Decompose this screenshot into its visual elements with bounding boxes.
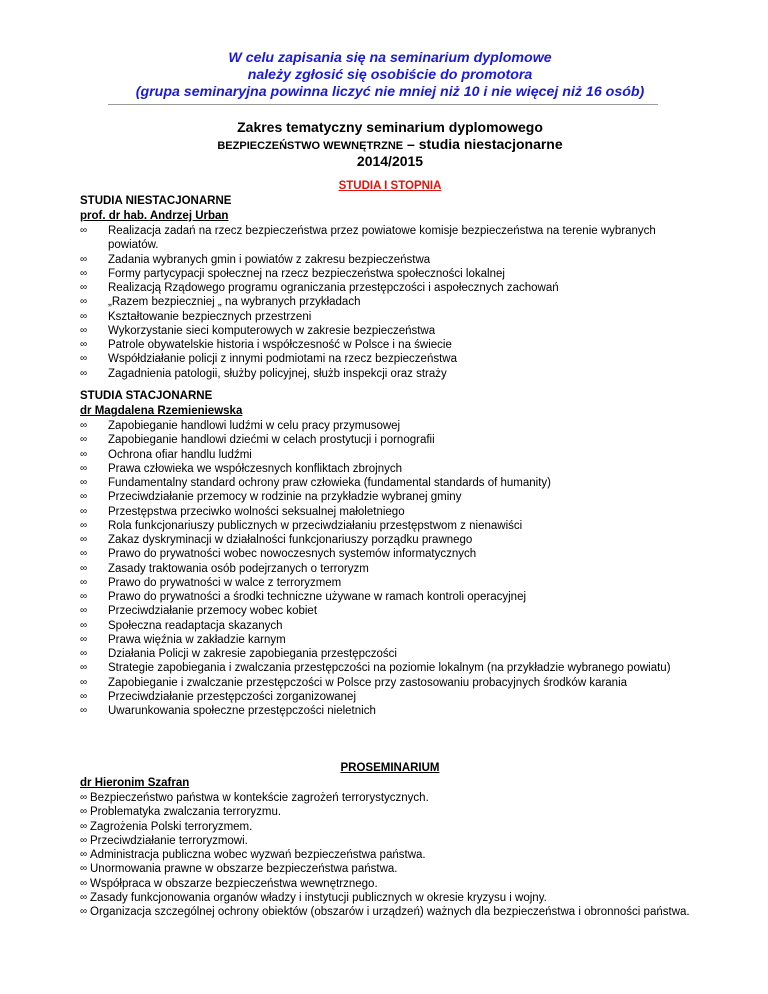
list-item: [80, 253, 680, 267]
list-item-text: Ochrona ofiar handlu ludźmi: [108, 448, 252, 461]
list-item: [80, 862, 714, 876]
infinity-bullet-icon: ∞: [80, 324, 88, 336]
list-item-text: Przeciwdziałanie terroryzmowi.: [90, 834, 248, 847]
list-item: [80, 848, 714, 862]
list-item: [80, 590, 680, 604]
list-item-text: Współdziałanie policji z innymi podmiotami na rzecz bezpieczeństwa: [108, 353, 457, 366]
infinity-bullet-icon: ∞: [80, 834, 88, 846]
list-item: [80, 647, 680, 661]
list-item: [80, 224, 680, 253]
list-item: [80, 533, 680, 547]
list-item: [80, 367, 680, 381]
supervisor-name: prof. dr hab. Andrzej Urban: [80, 210, 229, 222]
document-subtitle: [80, 136, 700, 154]
list-item: [80, 604, 680, 618]
list-item-text: Prawa człowieka we współczesnych konfliktach zbrojnych: [108, 462, 403, 475]
infinity-bullet-icon: ∞: [80, 534, 88, 545]
infinity-bullet-icon: ∞: [80, 519, 88, 531]
list-item-text: Prawo do prywatności wobec nowoczesnych systemów informatycznych: [108, 548, 477, 561]
infinity-bullet-icon: ∞: [80, 906, 88, 917]
list-item: [80, 310, 680, 324]
list-item-text: Uwarunkowania społeczne przestępczości nieletnich: [108, 705, 376, 717]
infinity-bullet-icon: ∞: [80, 267, 88, 279]
list-item-text: Problematyka zwalczania terroryzmu.: [90, 806, 282, 819]
list-item-text: Realizacją Rządowego programu ograniczania przestępczości i aspołecznych zachowań: [108, 282, 559, 294]
infinity-bullet-icon: ∞: [80, 505, 88, 517]
infinity-bullet-icon: ∞: [80, 310, 88, 322]
infinity-bullet-icon: ∞: [80, 282, 88, 293]
list-item-text: Przeciwdziałanie przemocy w rodzinie na przykładzie wybranej gminy: [108, 491, 462, 504]
supervisor-name: dr Magdalena Rzemieniewska: [80, 405, 243, 417]
infinity-bullet-icon: ∞: [80, 806, 88, 818]
list-item: [80, 267, 680, 281]
list-item: [80, 476, 680, 490]
supervisor-name: dr Hieronim Szafran: [80, 777, 190, 789]
list-item-text: Unormowania prawne w obszarze bezpieczeństwa państwa.: [90, 863, 398, 876]
notice-line-1: W celu zapisania się na seminarium dyplomowe: [228, 50, 552, 66]
list-item: [80, 419, 680, 433]
list-item-text: Przeciwdziałanie przemocy wobec kobiet: [108, 605, 318, 618]
infinity-bullet-icon: ∞: [80, 576, 88, 588]
list-item: [80, 490, 680, 504]
infinity-bullet-icon: ∞: [80, 648, 88, 659]
list-item: [80, 295, 680, 309]
infinity-bullet-icon: ∞: [80, 548, 88, 560]
infinity-bullet-icon: ∞: [80, 462, 88, 474]
topic-list-niestacjonarne: [80, 224, 680, 381]
list-item: [80, 338, 680, 352]
section-label-niestacjonarne: STUDIA NIESTACJONARNE: [80, 195, 232, 207]
proseminarium-heading: PROSEMINARIUM: [340, 762, 440, 774]
academic-year: 2014/2015: [356, 153, 424, 169]
list-item: [80, 820, 714, 834]
list-item: [80, 433, 680, 447]
list-item-text: Zadania wybranych gmin i powiatów z zakresu bezpieczeństwa: [108, 253, 431, 266]
list-item-text: Zakaz dyskryminacji w działalności funkcjonariuszy porządku prawnego: [108, 534, 473, 546]
list-item: [80, 891, 714, 905]
infinity-bullet-icon: ∞: [80, 605, 88, 617]
infinity-bullet-icon: ∞: [80, 591, 88, 602]
infinity-bullet-icon: ∞: [80, 863, 88, 875]
infinity-bullet-icon: ∞: [80, 296, 88, 308]
list-item-text: Zasady traktowania osób podejrzanych o terroryzm: [108, 562, 369, 575]
list-item: [80, 519, 680, 533]
infinity-bullet-icon: ∞: [80, 420, 88, 431]
list-item: [80, 562, 680, 576]
list-item: [80, 324, 680, 338]
infinity-bullet-icon: ∞: [80, 448, 88, 460]
infinity-bullet-icon: ∞: [80, 619, 88, 631]
infinity-bullet-icon: ∞: [80, 491, 88, 503]
list-item-text: Prawa więźnia w zakładzie karnym: [108, 633, 286, 646]
list-item: [80, 690, 680, 704]
degree-level-heading: STUDIA I STOPNIA: [338, 180, 442, 192]
list-item-text: Działania Policji w zakresie zapobiegania przestępczości: [108, 648, 397, 660]
list-item: [80, 633, 680, 647]
list-item: [80, 547, 680, 561]
list-item-text: Rola funkcjonariuszy publicznych w przeciwdziałaniu przestępstwom z nienawiści: [108, 519, 523, 532]
enrollment-notice: [80, 50, 700, 101]
list-item: [80, 352, 680, 366]
list-item-text: Administracja publiczna wobec wyzwań bezpieczeństwa państwa.: [90, 849, 426, 861]
list-item-text: „Razem bezpieczniej „ na wybranych przykładach: [108, 296, 361, 309]
list-item: [80, 805, 714, 819]
list-item: [80, 905, 714, 919]
infinity-bullet-icon: ∞: [80, 353, 88, 365]
list-item: [80, 791, 714, 805]
infinity-bullet-icon: ∞: [80, 792, 88, 803]
list-item: [80, 462, 680, 476]
infinity-bullet-icon: ∞: [80, 849, 88, 860]
notice-line-3: (grupa seminaryjna powinna liczyć nie mniej niż 10 i nie więcej niż 16 osób): [135, 84, 645, 100]
list-item-text: Zasady funkcjonowania organów władzy i instytucji publicznych w okresie kryzysu i wojny.: [90, 891, 547, 904]
list-item-text: Zapobieganie handlowi ludźmi w celu pracy przymusowej: [108, 420, 401, 432]
infinity-bullet-icon: ∞: [80, 434, 88, 446]
list-item-text: Zagrożenia Polski terroryzmem.: [90, 820, 253, 833]
list-item: [80, 676, 680, 690]
infinity-bullet-icon: ∞: [80, 690, 88, 702]
list-item: [80, 661, 680, 675]
list-item-text: Zapobieganie i zwalczanie przestępczości w Polsce przy zastosowaniu probacyjnych środków karania: [108, 676, 628, 689]
topic-list-stacjonarne: [80, 419, 680, 718]
infinity-bullet-icon: ∞: [80, 367, 88, 379]
infinity-bullet-icon: ∞: [80, 676, 88, 688]
list-item: [80, 834, 714, 848]
list-item-text: Prawo do prywatności w walce z terroryzmem: [108, 576, 342, 589]
subtitle-field: BEZPIECZEŃSTWO WEWNĘTRZNE: [217, 140, 404, 152]
list-item-text: Patrole obywatelskie historia i współczesność w Polsce i na świecie: [108, 339, 452, 351]
list-item-text: Zagadnienia patologii, służby policyjnej, służb inspekcji oraz straży: [108, 367, 447, 380]
infinity-bullet-icon: ∞: [80, 705, 88, 716]
list-item-text: Kształtowanie bezpiecznych przestrzeni: [108, 310, 312, 323]
list-item-text: Przestępstwa przeciwko wolności seksualnej małoletniego: [108, 505, 405, 518]
list-item-text: Zapobieganie handlowi dziećmi w celach prostytucji i pornografii: [108, 434, 435, 447]
list-item-text: Prawo do prywatności a środki techniczne używane w ramach kontroli operacyjnej: [108, 591, 527, 603]
list-item-text: Organizacja szczególnej ochrony obiektów (obszarów i urządzeń) ważnych dla bezpieczeństwa i obronności państwa.: [90, 906, 690, 918]
infinity-bullet-icon: ∞: [80, 339, 88, 350]
infinity-bullet-icon: ∞: [80, 477, 88, 488]
infinity-bullet-icon: ∞: [80, 253, 88, 265]
list-item-text: Strategie zapobiegania i zwalczania przestępczości na poziomie lokalnym (na przykładzie wybranego powiatu): [108, 662, 671, 675]
subtitle-mode: – studia niestacjonarne: [403, 136, 563, 152]
infinity-bullet-icon: ∞: [80, 662, 88, 674]
list-item: [80, 619, 680, 633]
infinity-bullet-icon: ∞: [80, 562, 88, 574]
list-item-text: Bezpieczeństwo państwa w kontekście zagrożeń terrorystycznych.: [90, 792, 429, 804]
infinity-bullet-icon: ∞: [80, 633, 88, 645]
list-item-text: Fundamentalny standard ochrony praw człowieka (fundamental standards of humanity): [108, 477, 551, 489]
infinity-bullet-icon: ∞: [80, 891, 88, 903]
list-item-text: Wykorzystanie sieci komputerowych w zakresie bezpieczeństwa: [108, 324, 436, 337]
list-item: [80, 877, 714, 891]
list-item-text: Formy partycypacji społecznej na rzecz bezpieczeństwa społeczności lokalnej: [108, 267, 505, 280]
list-item-text: Realizacja zadań na rzecz bezpieczeństwa przez powiatowe komisje bezpieczeństwa na terenie wybranych powiatów.: [108, 225, 656, 252]
list-item-text: Współpraca w obszarze bezpieczeństwa wewnętrznego.: [90, 877, 378, 890]
infinity-bullet-icon: ∞: [80, 225, 88, 236]
list-item-text: Przeciwdziałanie przestępczości zorganizowanej: [108, 690, 357, 703]
list-item: [80, 576, 680, 590]
infinity-bullet-icon: ∞: [80, 820, 88, 832]
infinity-bullet-icon: ∞: [80, 877, 88, 889]
section-label-stacjonarne: STUDIA STACJONARNE: [80, 390, 213, 402]
notice-line-2: należy zgłosić się osobiście do promotora: [247, 67, 533, 83]
list-item: [80, 448, 680, 462]
list-item: [80, 281, 680, 295]
list-item-text: Społeczna readaptacja skazanych: [108, 619, 283, 632]
document-title: Zakres tematyczny seminarium dyplomowego: [237, 119, 543, 135]
topic-list-proseminarium: [80, 791, 714, 919]
horizontal-rule: [108, 104, 658, 105]
list-item: [80, 704, 680, 718]
list-item: [80, 505, 680, 519]
